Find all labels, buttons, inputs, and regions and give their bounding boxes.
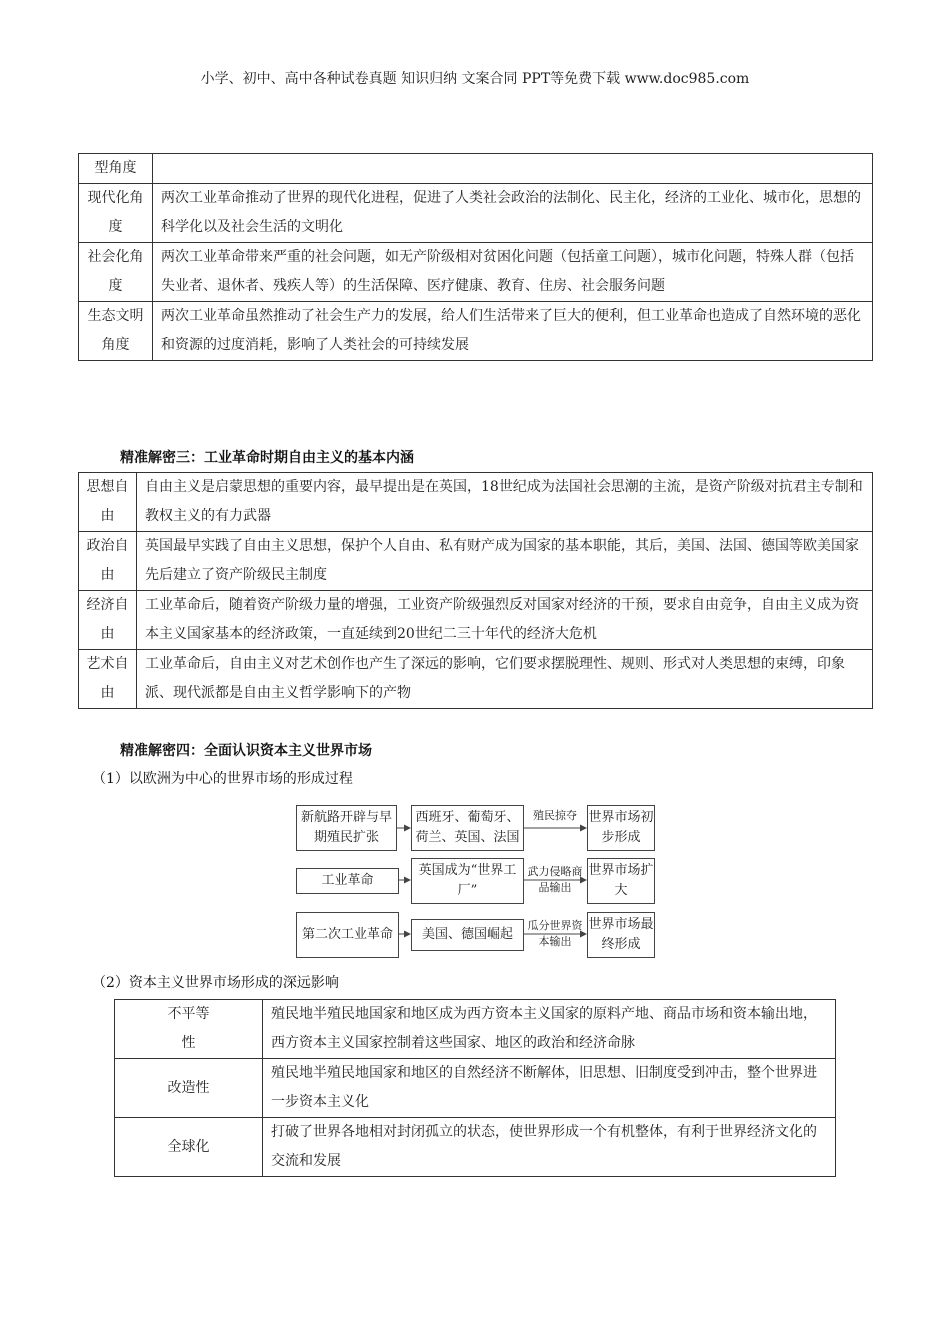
section-3-title: 精准解密三：工业革命时期自由主义的基本内涵: [120, 450, 414, 466]
flow-actors: 美国、德国崛起: [411, 919, 524, 951]
row-label: 型角度: [79, 154, 153, 184]
row-label: 现代化角度: [79, 184, 153, 243]
flow-result: 世界市场最终形成: [587, 912, 655, 958]
row-content: 殖民地半殖民地国家和地区成为西方资本主义国家的原料产地、商品市场和资本输出地，西方资本主义国家控制着这些国家、地区的政治和经济命脉: [263, 1000, 836, 1059]
flow-means: 瓜分世界资本输出: [527, 919, 583, 948]
table-row: [115, 1000, 836, 1059]
flow-means: 武力侵略商品输出: [527, 865, 583, 894]
flow-result: 世界市场扩大: [587, 858, 655, 904]
flow-cause: 新航路开辟与早期殖民扩张: [296, 805, 397, 851]
row-content: 自由主义是启蒙思想的重要内容，最早提出是在英国，18世纪成为法国社会思潮的主流，是资产阶级对抗君主专制和教权主义的有力武器: [137, 473, 873, 532]
subsection-1-title: （1）以欧洲为中心的世界市场的形成过程: [92, 771, 353, 787]
table-row: [115, 1059, 836, 1118]
row-content: 工业革命后，随着资产阶级力量的增强，工业资产阶级强烈反对国家对经济的干预，要求自由竞争，自由主义成为资本主义国家基本的经济政策，一直延续到20世纪二三十年代的经济大危机: [137, 591, 873, 650]
row-label: 全球化: [115, 1118, 263, 1177]
row-label: 政治自由: [79, 532, 137, 591]
row-label: 艺术自由: [79, 650, 137, 709]
row-content: 英国最早实践了自由主义思想，保护个人自由、私有财产成为国家的基本职能，其后，美国、法国、德国等欧美国家先后建立了资产阶级民主制度: [137, 532, 873, 591]
row-label: 经济自由: [79, 591, 137, 650]
row-content: 打破了世界各地相对封闭孤立的状态，使世界形成一个有机整体，有利于世界经济文化的交流和发展: [263, 1118, 836, 1177]
row-label: 思想自由: [79, 473, 137, 532]
row-content: 殖民地半殖民地国家和地区的自然经济不断解体，旧思想、旧制度受到冲击，整个世界进一步资本主义化: [263, 1059, 836, 1118]
flow-cause: 第二次工业革命: [296, 912, 399, 958]
flow-cause: 工业革命: [296, 868, 399, 894]
flow-actors: 英国成为“世界工厂”: [411, 858, 524, 904]
row-content: 两次工业革命虽然推动了社会生产力的发展，给人们生活带来了巨大的便利，但工业革命也造成了自然环境的恶化和资源的过度消耗，影响了人类社会的可持续发展: [153, 302, 873, 361]
section-4-title: 精准解密四：全面认识资本主义世界市场: [120, 743, 372, 759]
subsection-2-title: （2）资本主义世界市场形成的深远影响: [92, 975, 339, 991]
row-label: 生态文明角度: [79, 302, 153, 361]
flow-means: 殖民掠夺: [533, 809, 577, 822]
table-row: [115, 1118, 836, 1177]
row-content: 两次工业革命带来严重的社会问题，如无产阶级相对贫困化问题（包括童工问题），城市化问题，特殊人群（包括失业者、退休者、残疾人等）的生活保障、医疗健康、教育、住房、社会服务问题: [153, 243, 873, 302]
page-header: 小学、初中、高中各种试卷真题 知识归纳 文案合同 PPT等免费下载 www.doc985.com: [200, 71, 750, 87]
row-label: 不平等性: [115, 1000, 263, 1059]
row-content: 工业革命后，自由主义对艺术创作也产生了深远的影响，它们要求摆脱理性、规则、形式对人类思想的束缚，印象派、现代派都是自由主义哲学影响下的产物: [137, 650, 873, 709]
flow-actors: 西班牙、葡萄牙、荷兰、英国、法国: [411, 805, 524, 851]
row-content: 两次工业革命推动了世界的现代化进程，促进了人类社会政治的法制化、民主化，经济的工业化、城市化，思想的科学化以及社会生活的文明化: [153, 184, 873, 243]
flow-result: 世界市场初步形成: [587, 805, 655, 851]
row-label: 社会化角度: [79, 243, 153, 302]
row-label: 改造性: [115, 1059, 263, 1118]
world-market-impact-table: [114, 999, 836, 1177]
